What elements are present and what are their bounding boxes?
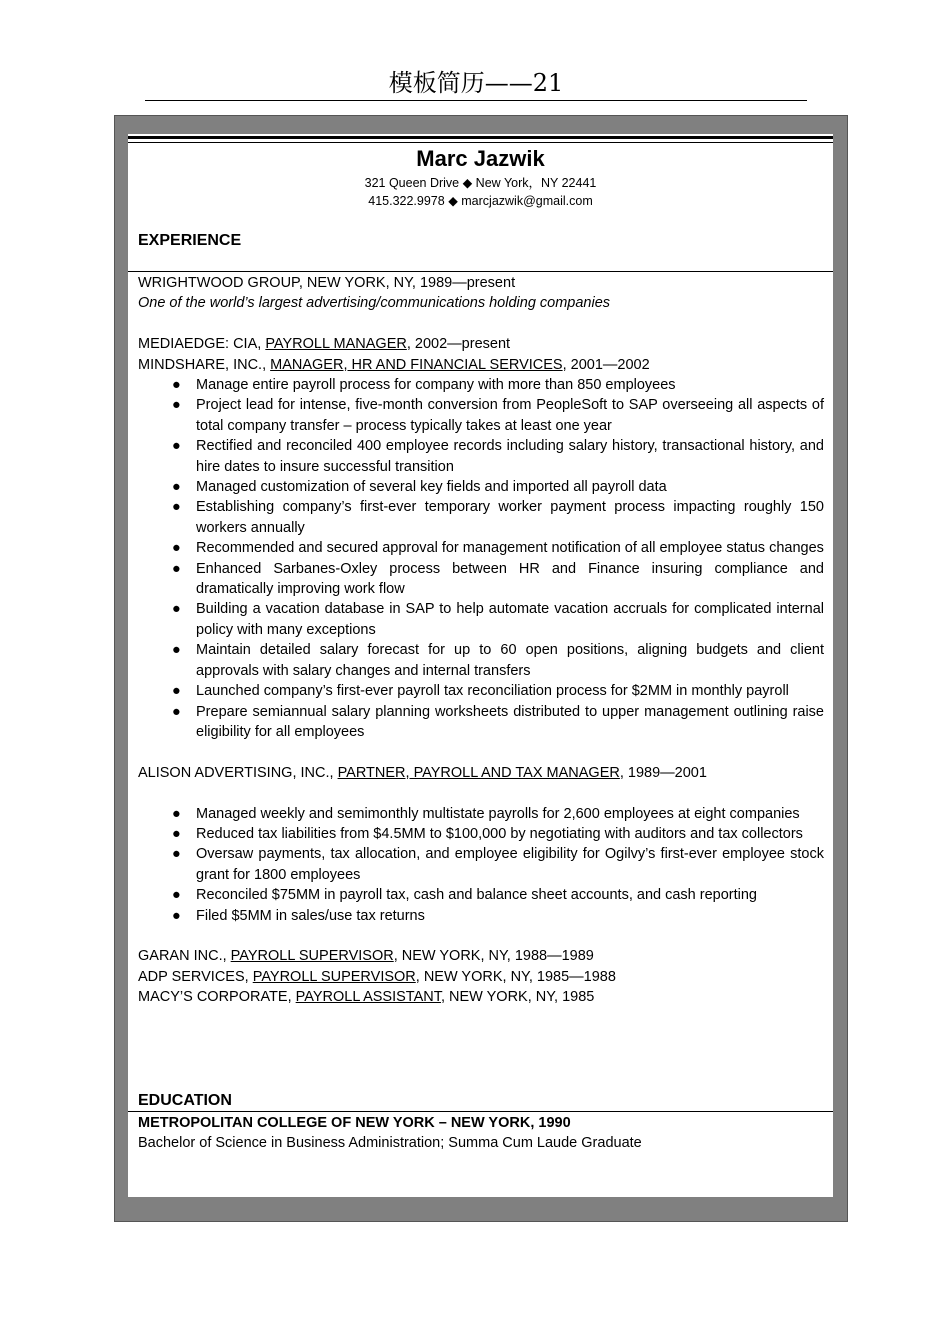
job-mediaedge: MEDIAEDGE: CIA, PAYROLL MANAGER, 2002—present (138, 336, 511, 353)
list-item: ● Reduced tax liabilities from $4.5MM to $100,000 by negotiating with auditors and tax collectors (172, 825, 803, 842)
experience-heading: EXPERIENCE (138, 232, 242, 249)
list-item: ● Building a vacation database in SAP to help automate vacation accruals for complicated internal policy with many exceptions (172, 601, 824, 638)
alison-bullets (138, 804, 824, 926)
job-title: MANAGER, HR AND FINANCIAL SERVICES (270, 356, 563, 373)
document-title: 模板简历——21 (145, 66, 807, 101)
mindshare-bullets (138, 375, 824, 742)
list-item: ● Maintain detailed salary forecast for up to 60 open positions, aligning budgets and client approvals with salary changes and internal transfers (172, 642, 824, 679)
list-item: ● Oversaw payments, tax allocation, and employee eligibility for Ogilvy’s first-ever employee stock grant for 1800 employees (172, 846, 824, 883)
group-tagline: One of the world’s largest advertising/communications holding companies (138, 295, 611, 312)
contact-address: 321 Queen Drive ◆ New York，NY 22441 (364, 176, 597, 190)
list-item: ● Project lead for intense, five-month conversion from PeopleSoft to SAP overseeing all aspects of total company transfer – process typically takes at least one year (172, 397, 824, 434)
top-thick-rule (128, 136, 833, 139)
job-title: PAYROLL SUPERVISOR (252, 968, 416, 985)
job-alison: ALISON ADVERTISING, INC., PARTNER, PAYROLL AND TAX MANAGER, 1989—2001 (138, 764, 707, 781)
list-item: ● Launched company’s first-ever payroll tax reconciliation process for $2MM in monthly payroll (172, 683, 789, 700)
list-item: ● Manage entire payroll process for company with more than 850 employees (172, 377, 676, 394)
job-title: PAYROLL MANAGER (265, 336, 407, 353)
education-school: METROPOLITAN COLLEGE OF NEW YORK – NEW YORK, 1990 (138, 1115, 571, 1131)
job-title: PAYROLL SUPERVISOR (230, 948, 394, 965)
candidate-name: Marc Jazwik (416, 146, 545, 171)
resume-sheet (128, 134, 833, 1197)
experience-content (138, 273, 824, 1008)
experience-rule (128, 271, 833, 272)
education-heading: EDUCATION (138, 1092, 232, 1109)
education-content (138, 1113, 824, 1154)
list-item: ● Reconciled $75MM in payroll tax, cash and balance sheet accounts, and cash reporting (172, 887, 757, 904)
education-degree: Bachelor of Science in Business Administration; Summa Cum Laude Graduate (138, 1135, 642, 1152)
job-title: PAYROLL ASSISTANT (295, 989, 441, 1006)
list-item: ● Managed weekly and semimonthly multistate payrolls for 2,600 employees at eight companies (172, 805, 800, 822)
job-garan: GARAN INC., PAYROLL SUPERVISOR, NEW YORK, NY, 1988—1989 (138, 948, 594, 965)
list-item: ● Recommended and secured approval for management notification of all employee status changes (172, 540, 824, 557)
list-item: ● Rectified and reconciled 400 employee records including salary history, transactional history, and hire dates to insure successful transition (172, 438, 824, 475)
job-macys: MACY’S CORPORATE, PAYROLL ASSISTANT, NEW YORK, NY, 1985 (138, 989, 595, 1006)
list-item: ● Filed $5MM in sales/use tax returns (172, 907, 425, 924)
job-mindshare: MINDSHARE, INC., MANAGER, HR AND FINANCIAL SERVICES, 2001—2002 (138, 356, 650, 373)
list-item: ● Enhanced Sarbanes-Oxley process between HR and Finance insuring compliance and dramatically improving work flow (172, 560, 824, 598)
education-rule (128, 1111, 833, 1112)
group-line: WRIGHTWOOD GROUP, NEW YORK, NY, 1989—present (138, 275, 516, 291)
contact-phone-email: 415.322.9978 ◆ marcjazwik@gmail.com (368, 194, 593, 208)
list-item: ● Managed customization of several key fields and imported all payroll data (172, 479, 667, 496)
top-thin-rule (128, 142, 833, 143)
job-title: PARTNER, PAYROLL AND TAX MANAGER (337, 764, 620, 781)
job-adp: ADP SERVICES, PAYROLL SUPERVISOR, NEW YORK, NY, 1985—1988 (138, 968, 616, 985)
list-item: ● Establishing company’s first-ever temporary worker payment process impacting roughly 150 workers annually (172, 499, 824, 536)
list-item: ● Prepare semiannual salary planning worksheets distributed to upper management outlining raise eligibility for all employees (172, 703, 824, 740)
